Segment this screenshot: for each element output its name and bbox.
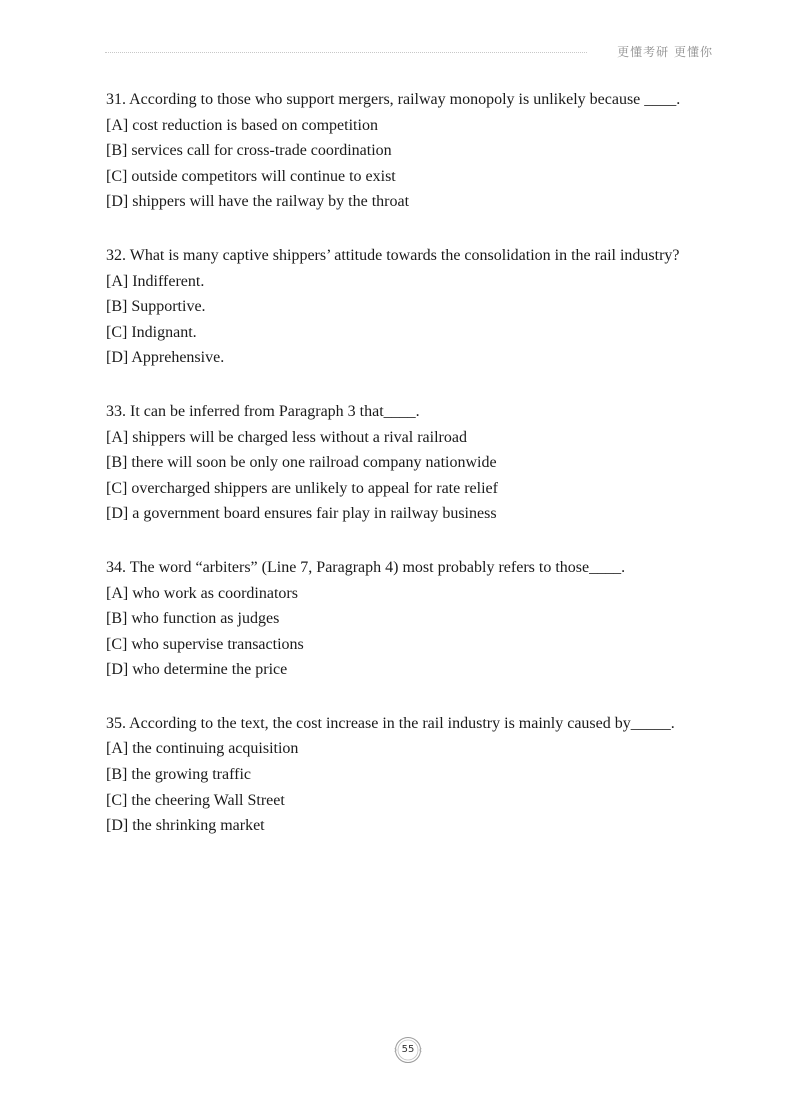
question-stem: 31. According to those who support mergers, railway monopoly is unlikely because ____. bbox=[106, 91, 681, 108]
question-35 bbox=[106, 711, 726, 839]
option-a: [A] Indifferent. bbox=[106, 272, 205, 290]
option-a: [A] shippers will be charged less without a rival railroad bbox=[106, 428, 467, 446]
option-b: [B] who function as judges bbox=[106, 610, 280, 628]
option-b: [B] services call for cross-trade coordination bbox=[106, 142, 392, 160]
page-number-badge bbox=[394, 1036, 422, 1064]
page-header bbox=[105, 40, 713, 64]
question-stem: 34. The word “arbiters” (Line 7, Paragraph 4) most probably refers to those____. bbox=[106, 558, 626, 576]
option-a: [A] the continuing acquisition bbox=[106, 740, 299, 758]
option-a: [A] cost reduction is based on competition bbox=[106, 116, 378, 134]
option-d: [D] shippers will have the railway by the throat bbox=[106, 193, 410, 211]
question-stem: 33. It can be inferred from Paragraph 3 that____. bbox=[106, 402, 420, 420]
question-stem: 32. What is many captive shippers’ attitude towards the consolidation in the rail industry? bbox=[106, 246, 680, 264]
option-a: [A] who work as coordinators bbox=[106, 584, 298, 602]
header-divider bbox=[105, 52, 587, 53]
option-d: [D] who determine the price bbox=[106, 661, 288, 679]
option-b: [B] the growing traffic bbox=[106, 766, 251, 784]
option-b: [B] there will soon be only one railroad company nationwide bbox=[106, 454, 497, 472]
option-c: [C] overcharged shippers are unlikely to appeal for rate relief bbox=[106, 479, 498, 497]
question-34 bbox=[106, 555, 726, 683]
question-32 bbox=[106, 243, 726, 371]
option-d: [D] the shrinking market bbox=[106, 817, 265, 835]
option-d: [D] a government board ensures fair play in railway business bbox=[106, 505, 497, 523]
option-b: [B] Supportive. bbox=[106, 298, 206, 316]
option-c: [C] the cheering Wall Street bbox=[106, 791, 285, 809]
option-c: [C] Indignant. bbox=[106, 323, 197, 341]
question-33 bbox=[106, 399, 726, 527]
page-number: 55 bbox=[401, 1044, 415, 1055]
option-d: [D] Apprehensive. bbox=[106, 349, 225, 367]
question-stem: 35. According to the text, the cost increase in the rail industry is mainly caused by_____. bbox=[106, 714, 675, 732]
option-c: [C] outside competitors will continue to exist bbox=[106, 167, 396, 185]
question-list bbox=[106, 87, 726, 867]
header-tagline: 更懂考研 更懂你 bbox=[617, 45, 713, 59]
option-c: [C] who supervise transactions bbox=[106, 635, 304, 653]
question-31 bbox=[106, 87, 726, 215]
